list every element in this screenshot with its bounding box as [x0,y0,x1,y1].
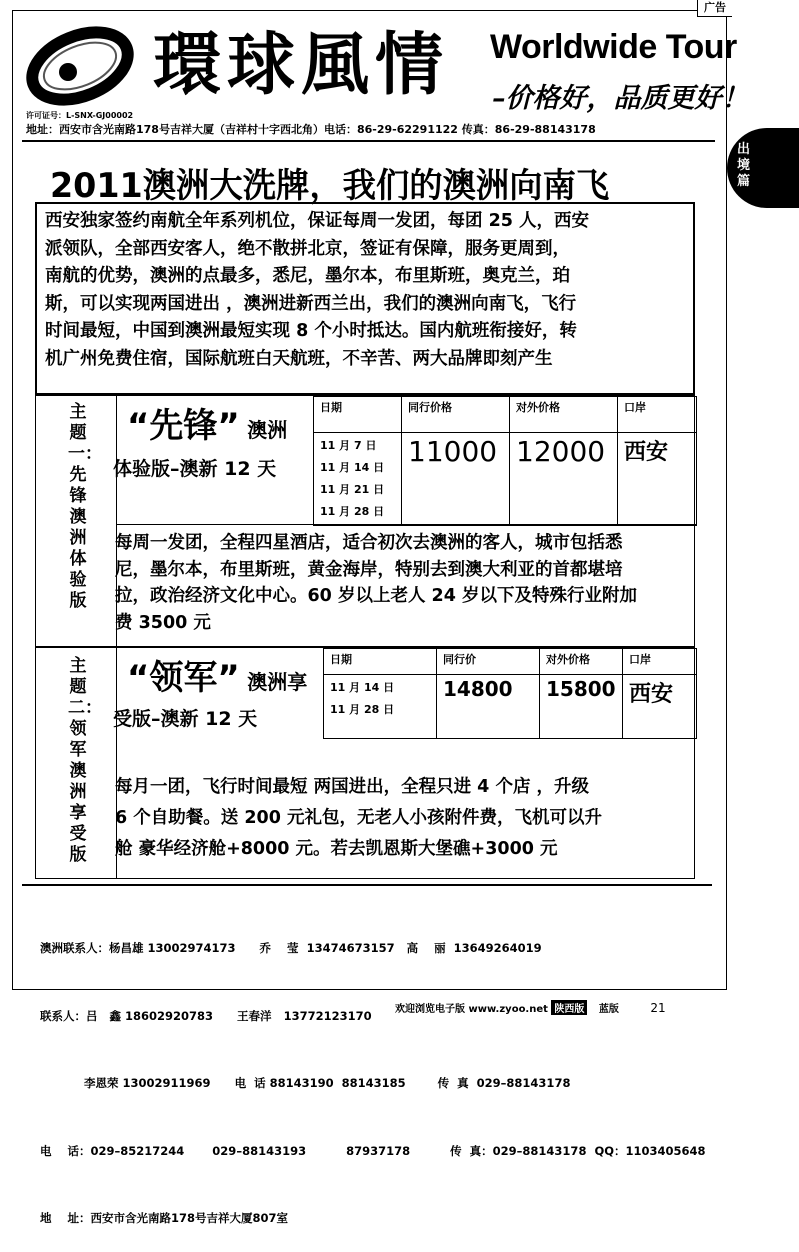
theme1-title [127,398,287,447]
header-public-price: 对外价格 [540,649,623,675]
theme2-title-quote: “领军” [127,658,240,698]
contact-line: 电 话：029–85217244 029–88143193 87937178 传 真：029–88143178 QQ：1103405648 [40,1143,706,1158]
agency-address: 地址：西安市含光南路178号吉祥大厦（吉祥村十字西北角）电话：86-29-62291122 传真：86-29-88143178 [26,123,596,136]
theme2-title [127,650,307,699]
peer-price: 11000 [402,433,510,526]
header-date: 日期 [314,397,402,433]
theme2-title-suffix: 澳洲享 [247,670,308,694]
intro-line: 时间最短，中国到澳洲最短实现 8 个小时抵达。国内航班衔接好，转 [45,321,577,342]
date: 11 月 14 日 [330,681,395,694]
contact-line: 澳洲联系人：杨昌雄 13002974173 乔 莹 13474673157 高 丽 13649264019 [40,941,542,955]
peer-price: 14800 [437,675,540,739]
contact-line: 地 址：西安市含光南路178号吉祥大厦807室 [40,1211,289,1225]
brand-english: Worldwide Tour [490,28,737,66]
theme1-vertical-label: 主题一：先锋澳洲体验版 [68,402,102,611]
theme1-subtitle: 体验版–澳新 12 天 [113,458,277,480]
page-number: 21 [650,1001,666,1015]
license-number: 许可证号：L-SNX-GJ00002 [26,111,134,120]
date: 11 月 7 日 [320,439,377,452]
intro-line: 南航的优势，澳洲的点最多，悉尼，墨尔本，布里斯班，奥克兰，珀 [45,266,570,287]
intro-line: 派领队，全部西安客人，绝不散拼北京，签证有保障，服务更周到， [45,238,570,259]
intro-line: 西安独家签约南航全年系列机位，保证每周一发团，每团 25 人，西安 [45,211,590,231]
theme1-description [115,530,637,636]
theme1-divider [117,524,697,525]
departure-dates [314,433,402,526]
header-peer-price: 同行价格 [402,397,510,433]
departure-dates [324,675,437,739]
edition-badge: 陕西版 [551,1000,587,1015]
footer-text: 欢迎浏览电子版 www.zyoo.net [395,1004,548,1015]
public-price: 15800 [540,675,623,739]
theme2-subtitle: 受版–澳新 12 天 [113,708,258,730]
footer [395,1000,666,1015]
date: 11 月 28 日 [320,505,385,518]
theme1-title-quote: “先锋” [127,406,240,446]
theme1-box [35,395,695,647]
public-price: 12000 [510,433,618,526]
intro-line: 机广州免费住宿，国际航班白天航班，不辛苦、两大品牌即刻产生 [45,348,553,369]
desc-line: 每月一团，飞行时间最短 两国进出，全程只进 4 个店 ，升级 [115,777,590,797]
headline: 2011澳洲大洗牌，我们的澳洲向南飞 [50,166,610,206]
intro-box [35,202,695,395]
theme1-content [113,396,697,646]
section-tab-label: 出境篇 [737,142,751,189]
header-port: 口岸 [618,397,697,433]
theme1-title-suffix: 澳洲 [247,418,288,442]
desc-line: 每周一发团，全程四星酒店，适合初次去澳洲的客人，城市包括悉 [115,533,623,553]
desc-line: 舱 豪华经济舱+8000 元。若去凯恩斯大堡礁+3000 元 [115,839,558,859]
ad-tag: 广告 [697,0,732,17]
date: 11 月 14 日 [320,461,385,474]
desc-line: 尼，墨尔本，布里斯班，黄金海岸，特别去到澳大利亚的首都堪培 [115,559,623,580]
edition-label: 蓝版 [598,1004,619,1015]
header-port: 口岸 [623,649,697,675]
theme2-description [115,772,602,865]
brand-slogan: –价格好，品质更好！ [492,83,749,114]
header-public-price: 对外价格 [510,397,618,433]
header-divider [22,140,715,142]
contacts-divider [22,884,712,886]
date: 11 月 21 日 [320,483,385,496]
brand-name: 環球風情 [153,26,450,105]
theme1-price-table [313,396,697,526]
globe-logo-icon [24,26,136,106]
desc-line: 拉，政治经济文化中心。60 岁以上老人 24 岁以下及特殊行业附加 [115,586,637,606]
contact-line: 李恩荣 13002911969 电 话 88143190 88143185 传 真 029–88143178 [40,1076,571,1090]
desc-line: 6 个自助餐。送 200 元礼包，无老人小孩附件费，飞机可以升 [115,808,602,828]
contact-line: 联系人：吕 鑫 18602920783 王春洋 13772123170 [40,1008,372,1023]
theme2-content [113,648,697,878]
header-date: 日期 [324,649,437,675]
header-peer-price: 同行价 [437,649,540,675]
port: 西安 [618,433,697,526]
theme2-vertical-label: 主题二：领军澳洲享受版 [68,656,102,865]
theme2-box [35,647,695,879]
intro-line: 斯，可以实现两国进出 ，澳洲进新西兰出，我们的澳洲向南飞，飞行 [45,293,577,314]
desc-line: 费 3500 元 [115,612,211,633]
date: 11 月 28 日 [330,703,395,716]
port: 西安 [623,675,697,739]
section-tab [727,128,799,208]
theme2-price-table [323,648,697,739]
contact-list [40,892,706,1252]
